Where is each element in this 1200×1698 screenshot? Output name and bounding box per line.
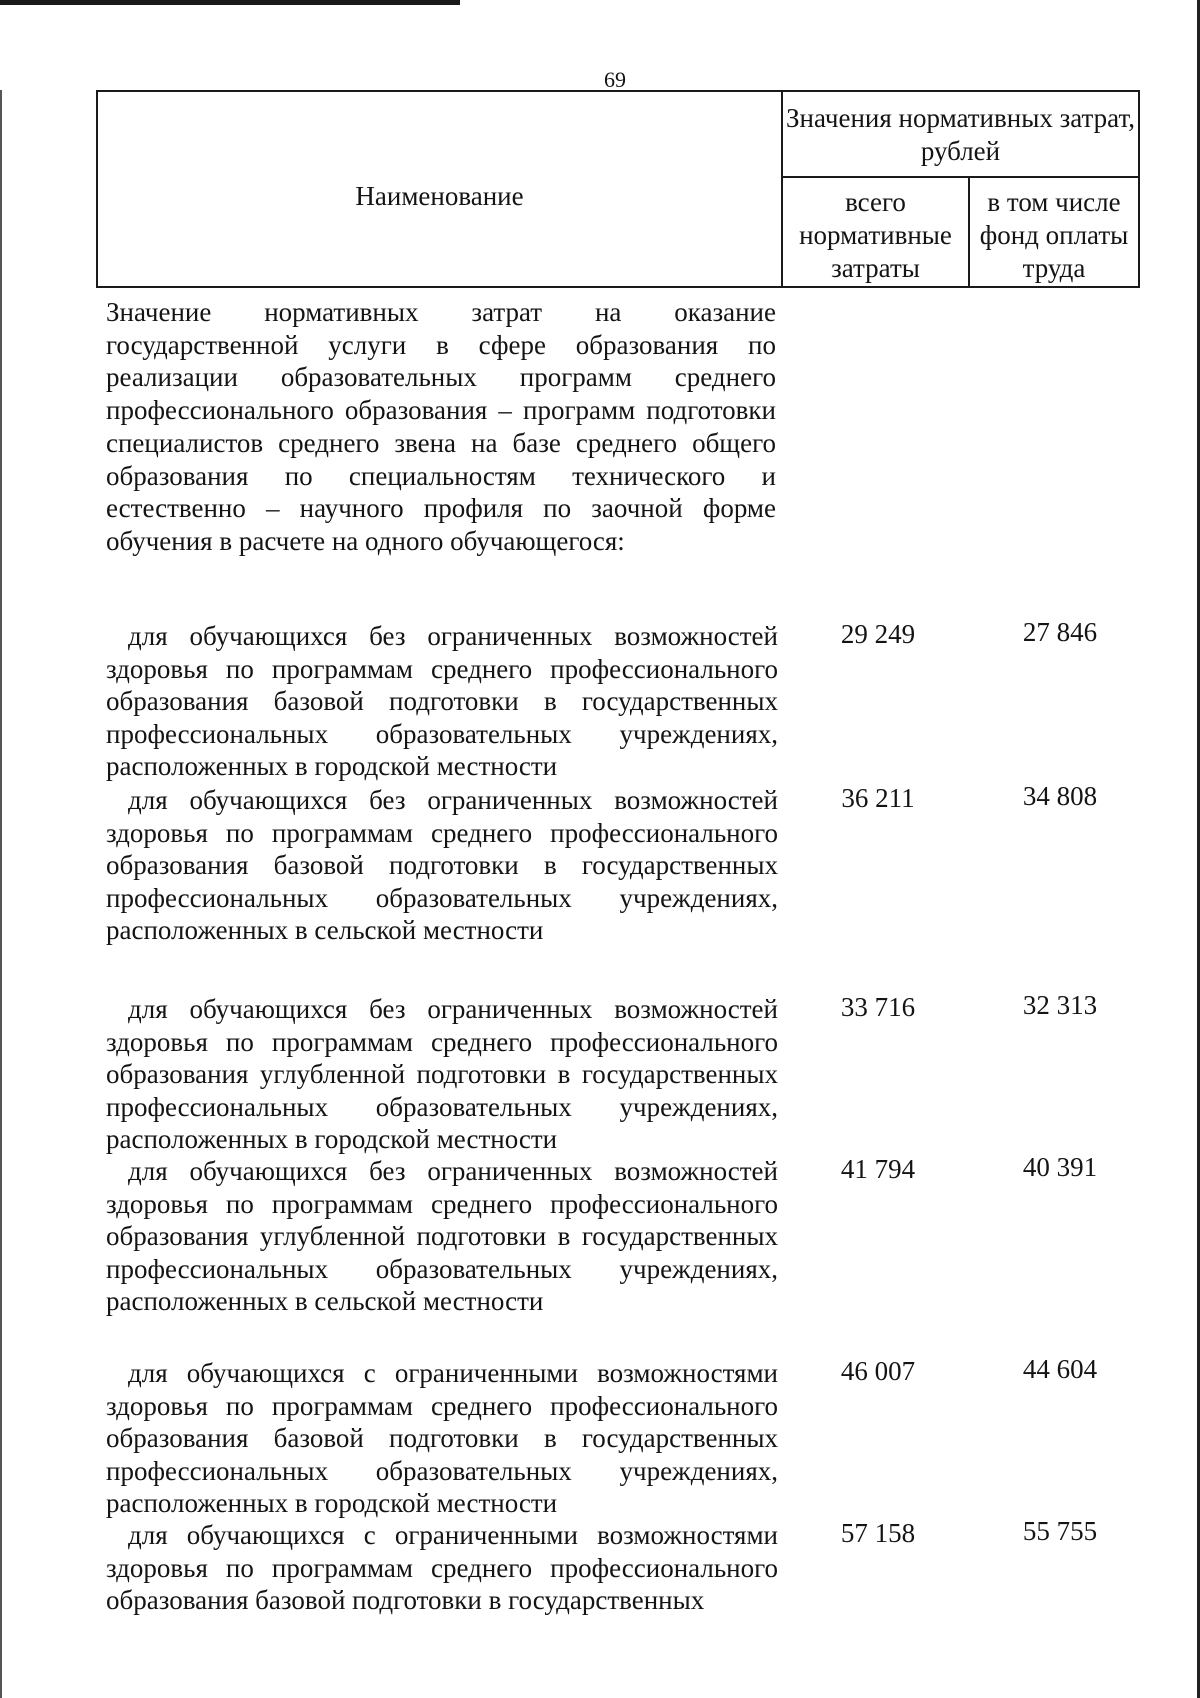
header-divider-horizontal bbox=[783, 176, 1138, 178]
table-row-description: для обучающихся без ограниченных возможностей здоровья по программам среднего профессионального образования углубленной подготовки в государственных профессиональных образовательных учреждениях, расположенных в сельской местности bbox=[106, 1156, 778, 1317]
table-row-description: для обучающихся с ограниченными возможностями здоровья по программам среднего профессионального образования базовой подготовки в государственных профессиональных образовательных учреждениях, расположенных в городской местности bbox=[106, 1358, 778, 1519]
table-row-description: для обучающихся с ограниченными возможностями здоровья по программам среднего профессионального образования базовой подготовки в государственных bbox=[106, 1520, 778, 1616]
page-number: 69 bbox=[604, 67, 626, 92]
column-header-fund: в том числе фонд оплаты труда bbox=[979, 187, 1129, 283]
column-header-total: всего нормативные затраты bbox=[799, 187, 952, 283]
table-row-total: 36 211 bbox=[841, 783, 915, 813]
table-header bbox=[96, 90, 1140, 288]
table-row-fund: 27 846 bbox=[1022, 617, 1098, 647]
scan-artifact-top-bar bbox=[0, 0, 460, 5]
table-row-fund: 44 604 bbox=[1022, 1354, 1098, 1384]
table-row-description: для обучающихся без ограниченных возможностей здоровья по программам среднего профессионального образования базовой подготовки в государственных профессиональных образовательных учреждениях, расположенных в сельской местности bbox=[106, 785, 778, 946]
table-row-total: 57 158 bbox=[840, 1518, 916, 1548]
table-row-description: для обучающихся без ограниченных возможностей здоровья по программам среднего профессионального образования базовой подготовки в государственных профессиональных образовательных учреждениях, расположенных в городской местности bbox=[106, 621, 778, 782]
table-row-total: 46 007 bbox=[840, 1356, 916, 1386]
table-row-fund: 40 391 bbox=[1022, 1152, 1098, 1182]
table-row-total: 29 249 bbox=[840, 619, 916, 649]
table-row-fund: 34 808 bbox=[1022, 781, 1098, 811]
table-row-fund: 32 313 bbox=[1022, 990, 1098, 1020]
table-row-total: 41 794 bbox=[840, 1154, 916, 1184]
column-header-name: Наименование bbox=[355, 181, 524, 211]
scan-artifact-left-edge bbox=[0, 90, 2, 1698]
column-header-values: Значения нормативных затрат, рублей bbox=[786, 103, 1135, 166]
table-row-fund: 55 755 bbox=[1022, 1516, 1098, 1546]
table-row-total: 33 716 bbox=[840, 992, 916, 1022]
section-intro-text: Значение нормативных затрат на оказание государственной услуги в сфере образования по реализации образовательных программ среднего профессионального образования – программ подготовки специалистов среднего звена на базе среднего общего образования по специальностям технического и естественно – научного профиля по заочной форме обучения в расчете на одного обучающегося: bbox=[106, 297, 776, 556]
table-row-description: для обучающихся без ограниченных возможностей здоровья по программам среднего профессионального образования углубленной подготовки в государственных профессиональных образовательных учреждениях, расположенных в городской местности bbox=[106, 994, 778, 1155]
